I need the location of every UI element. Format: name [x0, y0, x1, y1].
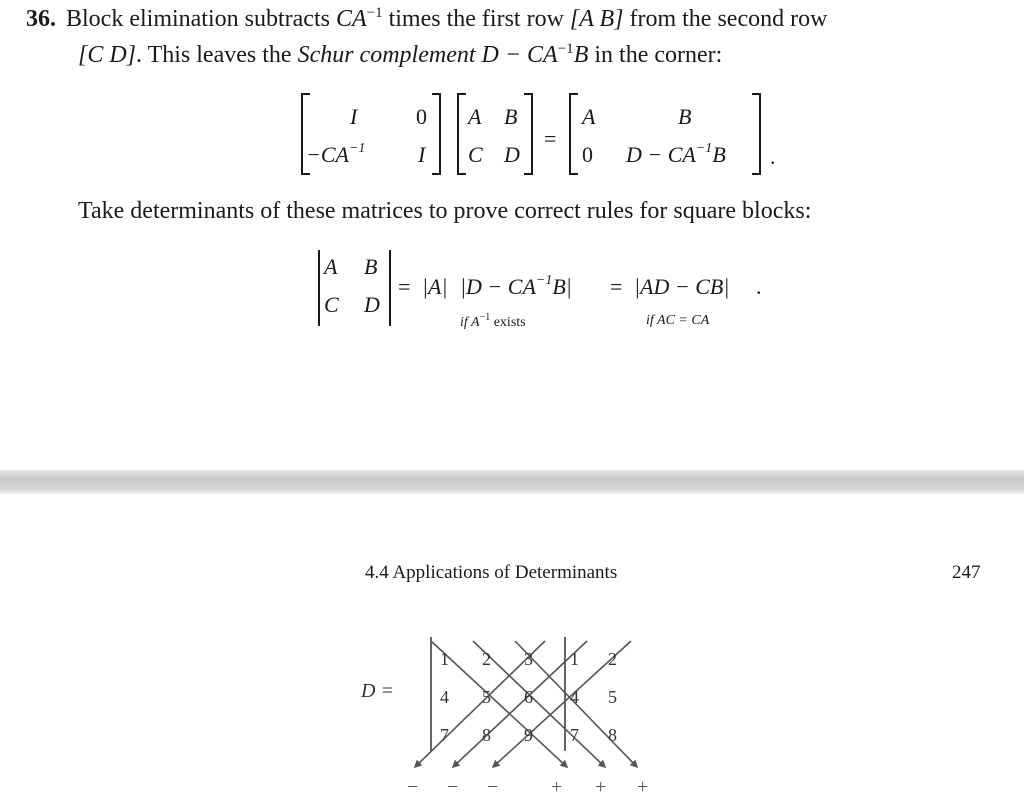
diagram-entry: 1	[570, 649, 579, 669]
cond1-base: if A	[460, 315, 480, 330]
problem-line-1	[26, 4, 827, 34]
matrix1-d: I	[418, 142, 426, 167]
equals-sign: =	[544, 126, 557, 151]
bracket-right	[432, 94, 440, 174]
problem-line-3: Take determinants of these matrices to prove correct rules for square blocks:	[78, 198, 812, 224]
plus-sign: +	[551, 776, 563, 798]
matrix2-c: C	[468, 142, 483, 167]
equation-determinant-rules	[310, 246, 790, 336]
schur-base: |D − CA	[460, 274, 536, 299]
text: in the corner:	[588, 42, 723, 68]
det-b: B	[364, 254, 378, 279]
text: times the first row	[382, 6, 570, 32]
equals-sign: =	[398, 274, 411, 299]
diagram-entry: 2	[608, 649, 617, 669]
equation-block-elimination	[280, 88, 800, 180]
plus-sign: +	[595, 776, 607, 798]
minus-sign: −	[487, 776, 499, 798]
diagram-entry: 9	[524, 725, 533, 745]
text: Block elimination subtracts	[66, 6, 336, 32]
matrix1-c-sup: −1	[348, 141, 366, 156]
matrix1-a: I	[350, 104, 358, 129]
matrix3-c: 0	[582, 142, 593, 167]
matrix2-a: A	[468, 104, 482, 129]
diagram-entry: 3	[524, 649, 533, 669]
diagram-entry: 1	[440, 649, 449, 669]
det-d: D	[364, 292, 380, 317]
minus-sign: −	[447, 776, 459, 798]
diagram-entry: 5	[482, 687, 491, 707]
matrix1-c-base: −CA	[306, 142, 349, 167]
math-row-ab: [A B]	[569, 6, 624, 32]
diagram-entry: 7	[570, 725, 579, 745]
det-schur-complement	[460, 273, 572, 299]
bracket-left	[458, 94, 466, 174]
running-head: 4.4 Applications of Determinants	[365, 562, 618, 583]
cond1-sup: −1	[479, 312, 491, 323]
matrix3-a: A	[582, 104, 596, 129]
matrix1-b: 0	[416, 104, 427, 129]
diagram-entry: 8	[608, 725, 617, 745]
matrix3-d-sup: −1	[695, 141, 713, 156]
diagonal-arrow	[473, 641, 605, 767]
diagram-entry: 7	[440, 725, 449, 745]
matrix1-c	[306, 141, 365, 167]
math-sup: −1	[557, 41, 574, 57]
det-a: A	[324, 254, 338, 279]
problem-line-2	[78, 40, 722, 70]
schur-term: Schur complement	[297, 42, 476, 68]
sarrus-diagram	[355, 615, 675, 805]
diagonal-arrow	[431, 641, 567, 767]
math: B	[573, 42, 589, 68]
schur-sup: −1	[535, 273, 553, 288]
math-row-cd: [C D]	[78, 42, 137, 68]
problem-number: 36.	[26, 6, 56, 32]
math-sup: −1	[366, 5, 383, 21]
matrix3-d	[625, 141, 726, 167]
diagram-label: D =	[361, 680, 394, 702]
diagram-entry: 8	[482, 725, 491, 745]
page-number: 247	[952, 562, 981, 583]
period: .	[770, 144, 776, 169]
math: D − CA	[475, 42, 558, 68]
matrix2-b: B	[504, 104, 518, 129]
condition-ac-equals-ca: if AC = CA	[646, 313, 710, 328]
diagram-entry: 2	[482, 649, 491, 669]
diagram-entry: 4	[440, 687, 449, 707]
cond1-end: exists	[490, 315, 526, 330]
math-ca: CA	[335, 6, 367, 32]
period: .	[756, 274, 762, 299]
matrix3-b: B	[678, 104, 692, 129]
text: . This leaves the	[136, 42, 298, 68]
det-of-a: |A|	[422, 274, 448, 299]
text: from the second row	[623, 6, 828, 32]
plus-sign: +	[637, 776, 649, 798]
diagram-entry: 4	[570, 687, 579, 707]
matrix3-d-end: B	[712, 142, 726, 167]
equals-sign: =	[610, 274, 623, 299]
diagram-entry: 6	[524, 687, 533, 707]
minus-sign: −	[407, 776, 419, 798]
det-ad-minus-cb: |AD − CB|	[634, 274, 730, 299]
bracket-left	[570, 94, 578, 174]
det-c: C	[324, 292, 339, 317]
diagram-entry: 5	[608, 687, 617, 707]
diagonal-arrow	[453, 641, 587, 767]
schur-end: B|	[552, 274, 572, 299]
matrix2-d: D	[504, 142, 520, 167]
bracket-right	[524, 94, 532, 174]
matrix3-d-base: D − CA	[626, 142, 696, 167]
bracket-right	[752, 94, 760, 174]
condition-a-inverse-exists	[460, 312, 526, 330]
page-separator	[0, 470, 1024, 494]
